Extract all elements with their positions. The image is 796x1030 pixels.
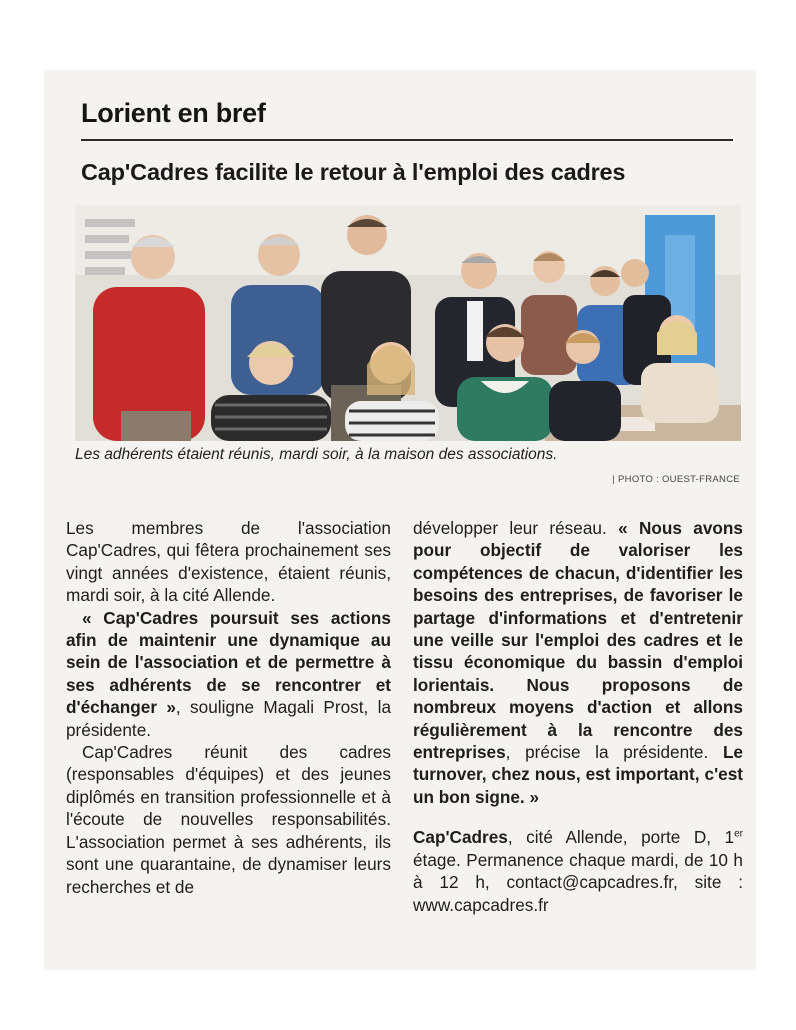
article-column-right [413,517,743,916]
turnover-quote: Le turnover, chez nous, est important, c'est un bon signe. » [413,742,743,807]
article-headline: Cap'Cadres facilite le retour à l'emploi des cadres [81,159,626,185]
group-photo [75,205,741,441]
quote-attribution: , précise la présidente. [505,742,723,763]
floor-superscript: er [734,828,743,840]
article-paragraph [66,607,391,741]
article-paragraph [66,517,391,607]
paragraph-members-continued: développer leur réseau. [413,518,619,538]
article-paragraph [66,741,391,898]
section-rule [81,139,733,141]
contact-name: Cap'Cadres [413,827,508,848]
photo-credit: | PHOTO : OUEST-FRANCE [612,474,740,485]
contact-address: , cité Allende, porte D, 1 [507,827,735,848]
section-title: Lorient en bref [81,98,266,128]
president-quote: « Cap'Cadres poursuit ses actions afin de maintenir une dynamique au sein de l'association et de permettre à ses adhérents de se rencontrer et d'échanger » [66,607,391,718]
article-paragraph [413,517,743,808]
paragraph-intro: Les membres de l'association Cap'Cadres, qui fêtera prochainement ses vingt années d'existence, étaient réunis, mardi soir, à la cité Allende. [66,518,391,606]
objectives-quote: « Nous avons pour objectif de valoriser les compétences de chacun, d'identifier les besoins des entreprises, de favoriser le partage d'informations et d'entretenir une veille sur l'emploi des cadres et le tissu économique du bassin d'emploi lorientais. Nous proposons de nombreux moyens d'action et allons régulièrement à la rencontre des entreprises [413,518,743,763]
contact-info [413,826,743,916]
photo-caption: Les adhérents étaient réunis, mardi soir, à la maison des associations. [75,446,558,463]
paragraph-members: Cap'Cadres réunit des cadres (responsables d'équipes) et des jeunes diplômés en transition professionnelle et à l'écoute de nouvelles responsabilités. L'association permet à ses adhérents, ils sont une quarantaine, de dynamiser leurs recherches et de [66,742,391,897]
group-photo-illustration [75,205,741,441]
contact-details: étage. Permanence chaque mardi, de 10 h à 12 h, contact@capcadres.fr, site : www.capcadres.fr [413,849,743,915]
quote-attribution: , souligne Magali Prost, la présidente. [66,697,391,740]
article-column-left [66,517,391,898]
